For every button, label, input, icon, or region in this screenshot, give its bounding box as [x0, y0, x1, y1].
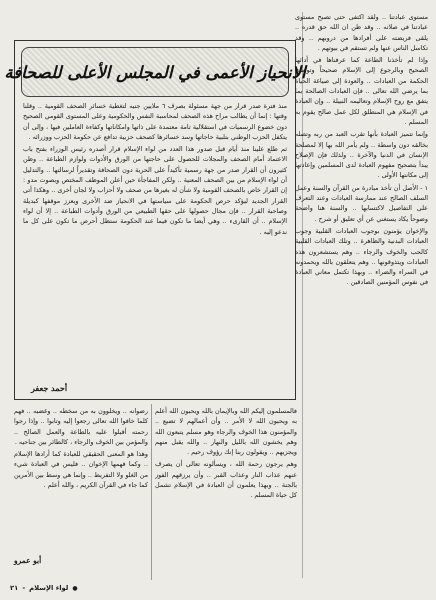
paragraph: رضوانه .. ويخلوون به من سخطه .. وغضبه .. فهم كلما خافوا الله تعالى رجعوا إليه وتابوا .. وإذا رجوا رحمته أقبلوا عليه بالطاعة والعمل الصالح .. والمؤمن بين الخوف والرجاء ، كالطائر بين جناحيه . [14, 407, 148, 446]
magazine-name: لواء الإسلام [29, 584, 69, 592]
feature-body [23, 101, 287, 377]
paragraph: مستوى عبادتنا .. ولقد اكتفى حتى تصبح مستوى عبادتنا في صلاته .. وقد ظن ان الله حق قدره .. يلقى فريضته على أفرادها من دروبهم .. وقد تكاسل الناس عنها ولم تستقم في بيوتهم . [295, 13, 428, 52]
paragraph: ١ - الأصل أن تأخذ مبادرة من القرآن والسنة وعمل السلف الصالح عند ممارسة العبادات وعند التعرف على التفاصيل لاكتسابها .. والسنة هنا واضحة وضوحاً يكاد يستغني عن أي تعليق أو شرح . [295, 183, 428, 223]
paragraph: منذ فترة صدر قرار من جهة مسئولة بصرف ٦ ملايين جنيه لتغطية خسائر الصحف القومية .. وقلنا وقتها : إنما أن يطالب مراح هذه الصحف لمحاسبة النفس والحكومية وعلى المستوى القومي الصحيح دون خضوع الرسميات في استقلالية تامة معتمدة على ذاتها وامكاناتها وكفاءة العاملين فيها ، وإلى أن يتكفل الحزب الوطني بتلبية حاجاتها وسد خسائرها كصحف حزبية تدافع عن حكومة الحزب ووزرائه . [23, 102, 287, 141]
footer-separator: - [22, 584, 26, 592]
page-footer [10, 584, 78, 592]
column-divider [151, 404, 152, 580]
feature-title-banner [4, 47, 306, 97]
paragraph: وهذا هو المعنى الحقيقي للعبادة كما أرادها الإسلام .. وكما فهمها الإخوان .. فليس في العبادة شيء من الغلو ولا التفريط .. وإنما هي وسط بين الأمرين كما جاء في القرآن الكريم ، والله أعلم . [14, 450, 148, 490]
paragraph: والإخوان يؤمنون بوجوب العبادات القلبية وجوب العبادات البدنية والظاهرة .. وتلك العبادات القلبية كالحب والخوف والرجاء .. وهم يستشعرون هذه العبادات ويتذوقونها .. وهم يتعلقون بالله ويحمدونه في السراء والضراء .. وبهذا تكتمل معاني العبادة في نفوس المؤمنين الصادقين . [295, 226, 428, 287]
feature-title: الانحياز الأعمى في المجلس الأعلى للصحافة [4, 62, 306, 82]
paragraph: وهم يرجون رحمة الله ، ويسألونه تعالى أن يصرف عنهم عذاب النار وعذاب القبر .. وأن يرزقهم الفوز بالجنة .. وبهذا يعلمون أن العبادة في الإسلام تشمل كل حياة المسلم . [155, 460, 297, 500]
page-number: ٢١ [10, 584, 19, 592]
paragraph: وإنما تتميز العبادة بأنها تقرب العبد من ربه وتصله بخالقه دون واسطة .. ولم يأمر الله بها إلا لمصلحة الإنسان في الدنيا والآخرة .. ولذلك فإن الإصلاح يبدأ بتصحيح مفهوم العبادة لدى المسلمين وإعادتها إلى مكانتها الأولى . [295, 130, 428, 180]
left-article-column [14, 406, 148, 578]
paragraph: وإذا لم تأخذنا الطاعة كما عرفناها في أدائها الصحيح وبالرجوع إلى الإسلام صحيحاً وتوضيح الحكمة من العبادات .. والعودة إلى صياغة الحياة بما يرضي الله تعالى .. فإن العبادات الصالحة بما يتفق مع روح الإسلام وتعاليمه النبيلة .. وإن العبادة في الإسلام هي المنطلق لكل عمل صالح يقوم به المسلم . [295, 56, 428, 126]
bullet-icon: ● [72, 584, 78, 592]
right-article-column [295, 12, 428, 592]
feature-author: أحمد جعفر [31, 383, 68, 393]
paragraph: ثم طلع علينا منذ أيام قبل صدور هذا العدد من لواء الإسلام قرار أصدره رئيس الوزراء بفتح باب الاعتماد أمام الصحف والمجلات للحصول على حاجتها من الورق والأدوات ولوازم الطباعة .. وظن كثيرون أن القرار صدر من جهة رسمية تأكيداً على الحرية دون الصحافة وتقديراً لرسالتها .. والتدليل أن لواء الإسلام من بين الصحف المعنية .. ولكن المفاجأة حين أعلن الموظف المختص وبصوت مدو : إن القرار خاص بالصحف القومية ولا شأن له بغيرها من صحف ولا أحزاب ولا لجان أخرى .. وهكذا أتى القرار الجديد ليؤكد حرص الحكومة على سياستها في الانحياز ضد الأخرى ويعزز موقفها كبديلة وصاحبة القرار .. فإن مجال حصولها على حقها الطبيعي من الورق وأدوات الطباعة .. إلا أن لواء الإسلام .. أن القارىء .. وهي أيضا ما تكون فيما عند الحكومة ستظل أحرص ما تكون على كل ما ندعو إليه . [23, 145, 287, 236]
feature-box [4, 40, 306, 400]
paragraph: فالمسلمون إليكم الله وبالإيمان بالله ويحبون الله أعلم به ويحبون الله لا الأمر .. وأن أعمالهم لا تضيع .. والمؤمنون هذا الخوف والرجاء وهو مسلم يتبعون الله وهم يخشون الله بالليل والنهار .. والله يقبل منهم ويجزيهم .. ويقولون ربنا إنك رؤوف رحيم . [155, 407, 297, 457]
middle-article-column [155, 406, 297, 578]
article-author: أبو عمرو [14, 556, 42, 565]
